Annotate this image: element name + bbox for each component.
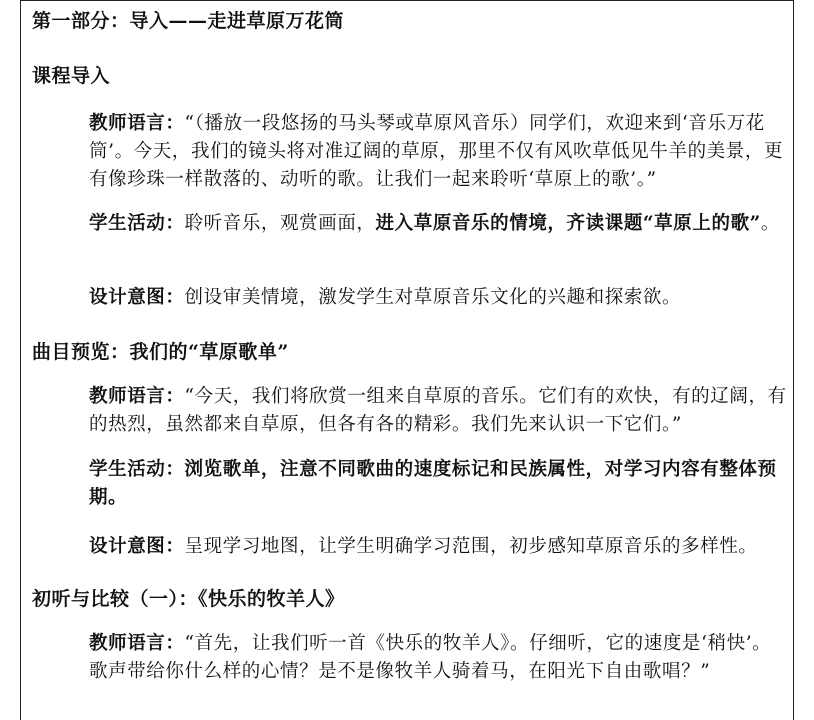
course-intro-heading: 课程导入	[32, 65, 111, 87]
teacher-language-label: 教师语言：	[89, 386, 185, 407]
student-activity-label: 学生活动：	[89, 459, 185, 480]
first-listening-heading: 初听与比较（一）：《快乐的牧羊人》	[32, 588, 345, 610]
preview-design-paragraph	[89, 533, 789, 561]
preview-teacher-paragraph	[89, 383, 789, 439]
teacher-language-text: “首先，让我们听一首《快乐的牧羊人》。仔细听，它的速度是‘稍快’。歌声带给你什么样的心情？是不是像牧羊人骑着马，在阳光下自由歌唱？”	[89, 633, 772, 682]
student-activity-bold-text: 浏览歌单，注意不同歌曲的速度标记和民族属性，对学习内容有整体预期。	[89, 459, 777, 508]
part-one-heading: 第一部分：导入——走进草原万花筒	[32, 10, 345, 32]
student-activity-bold-text: 进入草原音乐的情境，齐读课题“草原上的歌”	[375, 213, 761, 234]
teacher-language-label: 教师语言：	[89, 633, 185, 654]
design-intent-label: 设计意图：	[89, 536, 185, 557]
teacher-language-text: “（播放一段悠扬的马头琴或草原风音乐）同学们，欢迎来到‘音乐万花筒’。今天，我们的镜头将对准辽阔的草原，那里不仅有风吹草低见牛羊的美景，更有像珍珠一样散落的、动听的歌。让我们一起来聆听‘草原上的歌’。”	[89, 113, 784, 190]
listening-teacher-paragraph	[89, 630, 789, 686]
intro-student-paragraph	[89, 210, 789, 238]
student-activity-tail: 。	[760, 213, 781, 234]
intro-teacher-paragraph	[89, 110, 789, 194]
student-activity-text: 聆听音乐，观赏画面，	[184, 213, 376, 234]
song-preview-heading: 曲目预览：我们的“草原歌单”	[32, 341, 289, 363]
teacher-language-label: 教师语言：	[89, 113, 185, 134]
intro-design-paragraph	[89, 284, 789, 312]
design-intent-text: 呈现学习地图，让学生明确学习范围，初步感知草原音乐的多样性。	[184, 536, 758, 557]
design-intent-label: 设计意图：	[89, 287, 185, 308]
student-activity-label: 学生活动：	[89, 213, 185, 234]
teacher-language-text: “今天，我们将欣赏一组来自草原的音乐。它们有的欢快，有的辽阔，有的热烈，虽然都来自草原，但各有各的精彩。我们先来认识一下它们。”	[89, 386, 787, 435]
design-intent-text: 创设审美情境，激发学生对草原音乐文化的兴趣和探索欲。	[184, 287, 682, 308]
preview-student-paragraph	[89, 456, 789, 512]
